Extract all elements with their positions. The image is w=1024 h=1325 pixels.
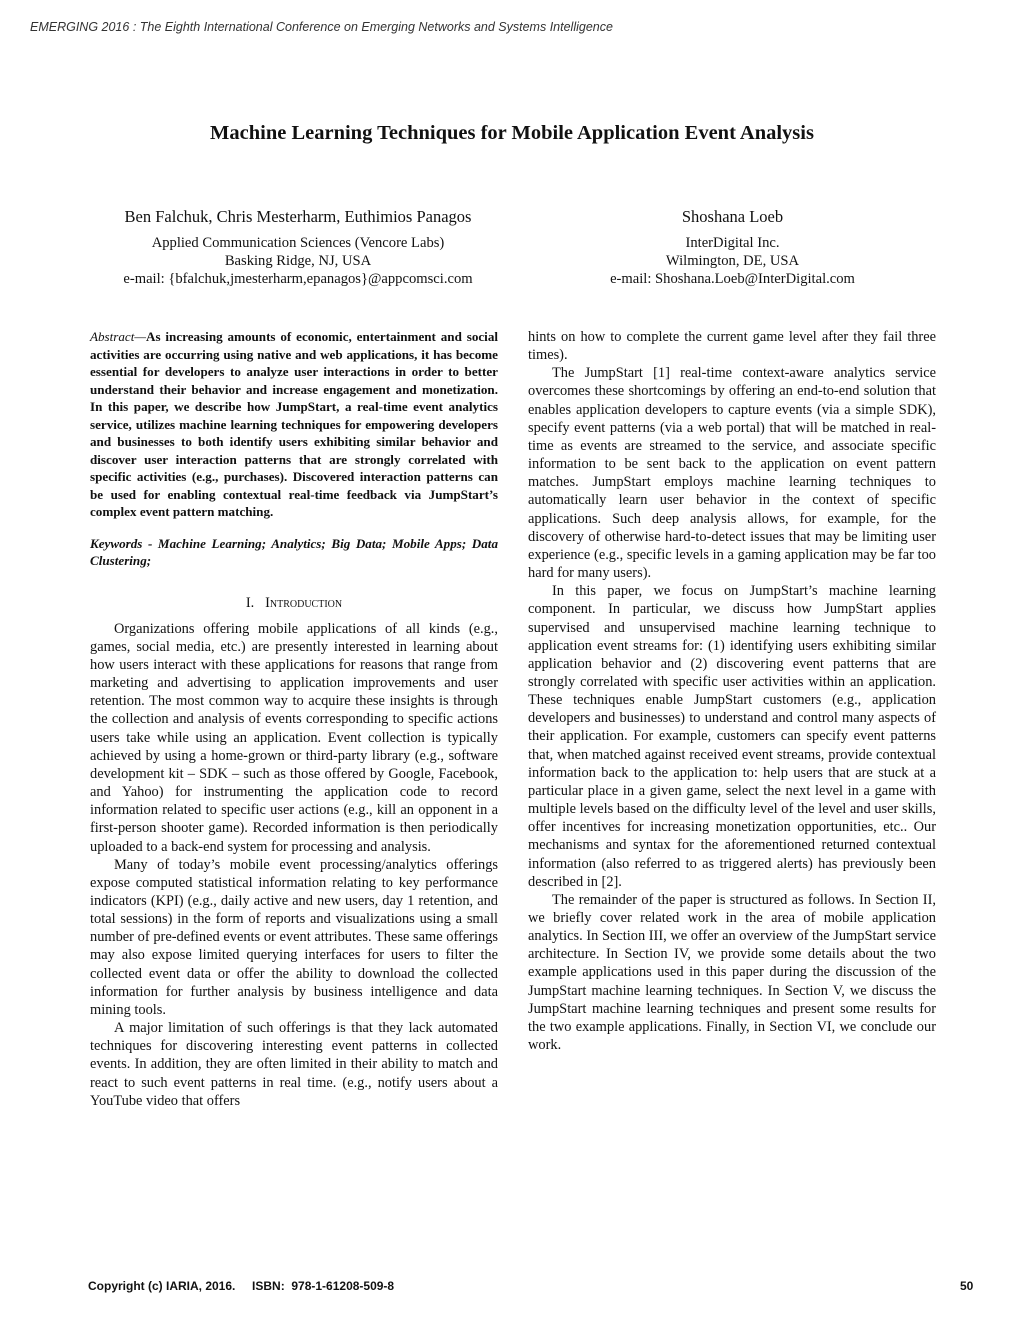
abstract-label: Abstract—: [90, 329, 147, 344]
author-email: e-mail: {bfalchuk,jmesterharm,epanagos}@appcomsci.com: [123, 271, 473, 287]
author-email: e-mail: Shoshana.Loeb@InterDigital.com: [610, 271, 855, 287]
left-column: [90, 328, 498, 1110]
author-affiliation: InterDigital Inc.: [685, 235, 780, 251]
running-header: EMERGING 2016 : The Eighth International Conference on Emerging Networks and Systems Intelligence: [30, 20, 613, 34]
section-number: I.: [245, 594, 255, 611]
author-block-left: [88, 208, 508, 288]
body-paragraph: Organizations offering mobile applications of all kinds (e.g., games, social media, etc.) are presently interested in learning about how users interact with these applications for reasons that range from marketing and advertising to application improvements and user retention. The most common way to acquire these insights is through the collection and analysis of events corresponding to specific actions users take while using an application. Event collection is typically achieved by using a home-grown or third-party library (e.g., software development kit – SDK – such as those offered by Google, Facebook, and Yahoo) for instrumenting the application code to record information related to specific user actions (e.g., kill an opponent in a first-person shooter game). Recorded information is then periodically uploaded to a back-end system for processing and analysis.: [90, 620, 498, 855]
body-paragraph: The remainder of the paper is structured as follows. In Section II, we briefly cover related work in the area of mobile application analytics. In Section III, we offer an overview of the JumpStart service architecture. In Section IV, we provide some details about the two example applications used in this paper during the discussion of the JumpStart machine learning techniques. In Section V, we discuss the JumpStart machine learning techniques and present some results for the two example applications. Finally, in Section VI, we conclude our work.: [528, 891, 936, 1054]
abstract-text: As increasing amounts of economic, entertainment and social activities are occurring using native and web applications, it has become essential for developers to analyze user interactions in order to better understand their behavior and increase engagement and monetization. In this paper, we describe how JumpStart, a real-time event analytics service, utilizes machine learning techniques for empowering developers and businesses to both identify users exhibiting similar behavior and discover user interaction patterns that are strongly correlated with specific activities (e.g., purchases). Discovered interaction patterns can be used for enabling contextual real-time feedback via JumpStart’s complex event pattern matching.: [90, 329, 498, 519]
body-paragraph: In this paper, we focus on JumpStart’s machine learning component. In particular, we discuss how JumpStart applies supervised and unsupervised machine learning technique to application event streams for: (1) identifying users exhibiting similar application behavior and (2) discovering event patterns that are strongly correlated with specific user activities within an application. These techniques enable JumpStart customers (e.g., application developers and businesses) to understand and control many aspects of their application. For example, customers can specify event patterns that, when matched against received event streams, provide contextual information back to the application to: help users that are stuck at a particular place in a given game, select the next level in a game with multiple levels based on the difficulty level of the level and user skills, offer incentives for increasing monetization opportunities, etc.. Our mechanisms and syntax for the aforementioned returned contextual information (also referred to as triggered alerts) has previously been described in [2].: [528, 583, 936, 890]
author-names: Shoshana Loeb: [681, 207, 784, 226]
body-paragraph: hints on how to complete the current game level after they fail three times).: [528, 329, 936, 364]
section-title: Introduction: [265, 594, 343, 611]
footer-copyright: Copyright (c) IARIA, 2016. ISBN: 978-1-61208-509-8: [88, 1279, 395, 1293]
body-paragraph: The JumpStart [1] real-time context-aware analytics service overcomes these shortcomings by offering an end-to-end solution that enables application developers to capture events (via a simple SDK), specify event patterns (via a web portal) that will be matched in real-time as events are streamed to the service, and associate specific information to be sent back to the application on event pattern matches. JumpStart employs machine learning techniques to automatically learn user behavior in the context of specific applications. Such deep analysis allows, for example, for the discovery of otherwise hard-to-detect issues that may be limiting user experience (e.g., specific levels in a gaming application may be far too hard for many users).: [528, 365, 936, 582]
author-location: Wilmington, DE, USA: [665, 253, 800, 269]
section-heading: [90, 594, 498, 612]
author-affiliation: Applied Communication Sciences (Vencore Labs): [151, 235, 445, 251]
author-names: Ben Falchuk, Chris Mesterharm, Euthimios Panagos: [124, 207, 472, 226]
page-number: 50: [960, 1279, 974, 1293]
right-column: [528, 328, 936, 1054]
body-paragraph: A major limitation of such offerings is that they lack automated techniques for discovering interesting event patterns in collected events. In addition, they are often limited in their ability to match and react to such event patterns in real time. (e.g., notify users about a YouTube video that offers: [90, 1020, 498, 1109]
keywords: Keywords - Machine Learning; Analytics; Big Data; Mobile Apps; Data Clustering;: [90, 535, 498, 568]
body-paragraph: Many of today’s mobile event processing/analytics offerings expose computed statistical information relating to key performance indicators (KPI) (e.g., daily active and new users, day 1 retention, and total sessions) in the form of reports and visualizations using a small number of pre-defined events or event attributes. These same offerings may also expose limited querying interfaces for users to filter the collected event data or offer the ability to download the collected information for further analysis by business intelligence and data mining tools.: [90, 856, 498, 1018]
author-location: Basking Ridge, NJ, USA: [224, 253, 372, 269]
abstract: [90, 328, 498, 521]
paper-title: Machine Learning Techniques for Mobile Application Event Analysis: [210, 122, 814, 144]
author-block-right: [530, 208, 935, 288]
